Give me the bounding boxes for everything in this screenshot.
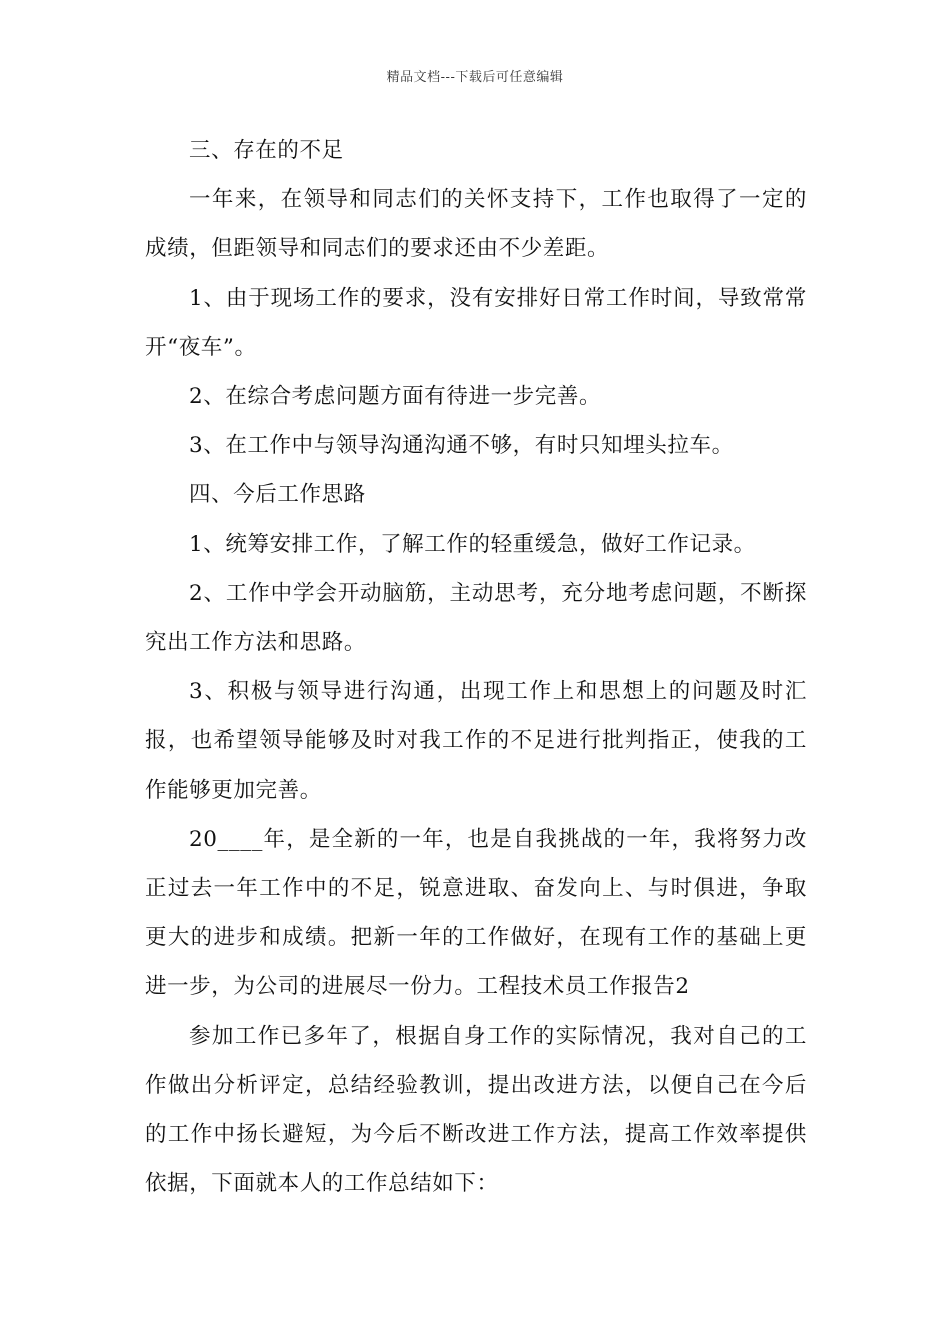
- page-header: 精品文档---下载后可任意编辑: [386, 70, 564, 85]
- paragraph-item-2: 2、在综合考虑问题方面有待进一步完善。: [189, 384, 602, 410]
- paragraph-summary: 一年来，在领导和同志们的关怀支持下，工作也取得了一定的成绩，但距领导和同志们的要求还由不少差距。: [145, 187, 807, 262]
- paragraph-plan-2: 2、工作中学会开动脑筋，主动思考，充分地考虑问题，不断探究出工作方法和思路。: [145, 580, 807, 656]
- section-heading-shortcomings: 三、存在的不足: [189, 138, 344, 163]
- paragraph-plan-1: 1、统筹安排工作，了解工作的轻重缓急，做好工作记录。: [189, 531, 756, 557]
- paragraph-item-1: 1、由于现场工作的要求，没有安排好日常工作时间，导致常常开“夜车”。: [145, 285, 807, 360]
- paragraph-item-3: 3、在工作中与领导沟通沟通不够，有时只知埋头拉车。: [189, 433, 734, 459]
- document-body: [145, 126, 807, 1208]
- paragraph-plan-3: 3、积极与领导进行沟通，出现工作上和思想上的问题及时汇报，也希望领导能够及时对我工作的不足进行批判指正，使我的工作能够更加完善。: [145, 679, 807, 803]
- paragraph-report-2-intro: 参加工作已多年了，根据自身工作的实际情况，我对自己的工作做出分析评定，总结经验教训，提出改进方法，以便自己在今后的工作中扬长避短，为今后不断改进工作方法，提高工作效率提供依据，下面就本人的工作总结如下：: [145, 1023, 807, 1197]
- section-heading-future-plans: 四、今后工作思路: [189, 482, 366, 508]
- paragraph-new-year: 20____年，是全新的一年，也是自我挑战的一年，我将努力改正过去一年工作中的不足，锐意进取、奋发向上、与时俱进，争取更大的进步和成绩。把新一年的工作做好，在现有工作的基础上更进一步，为公司的进展尽一份力。工程技术员工作报告2: [145, 826, 807, 1000]
